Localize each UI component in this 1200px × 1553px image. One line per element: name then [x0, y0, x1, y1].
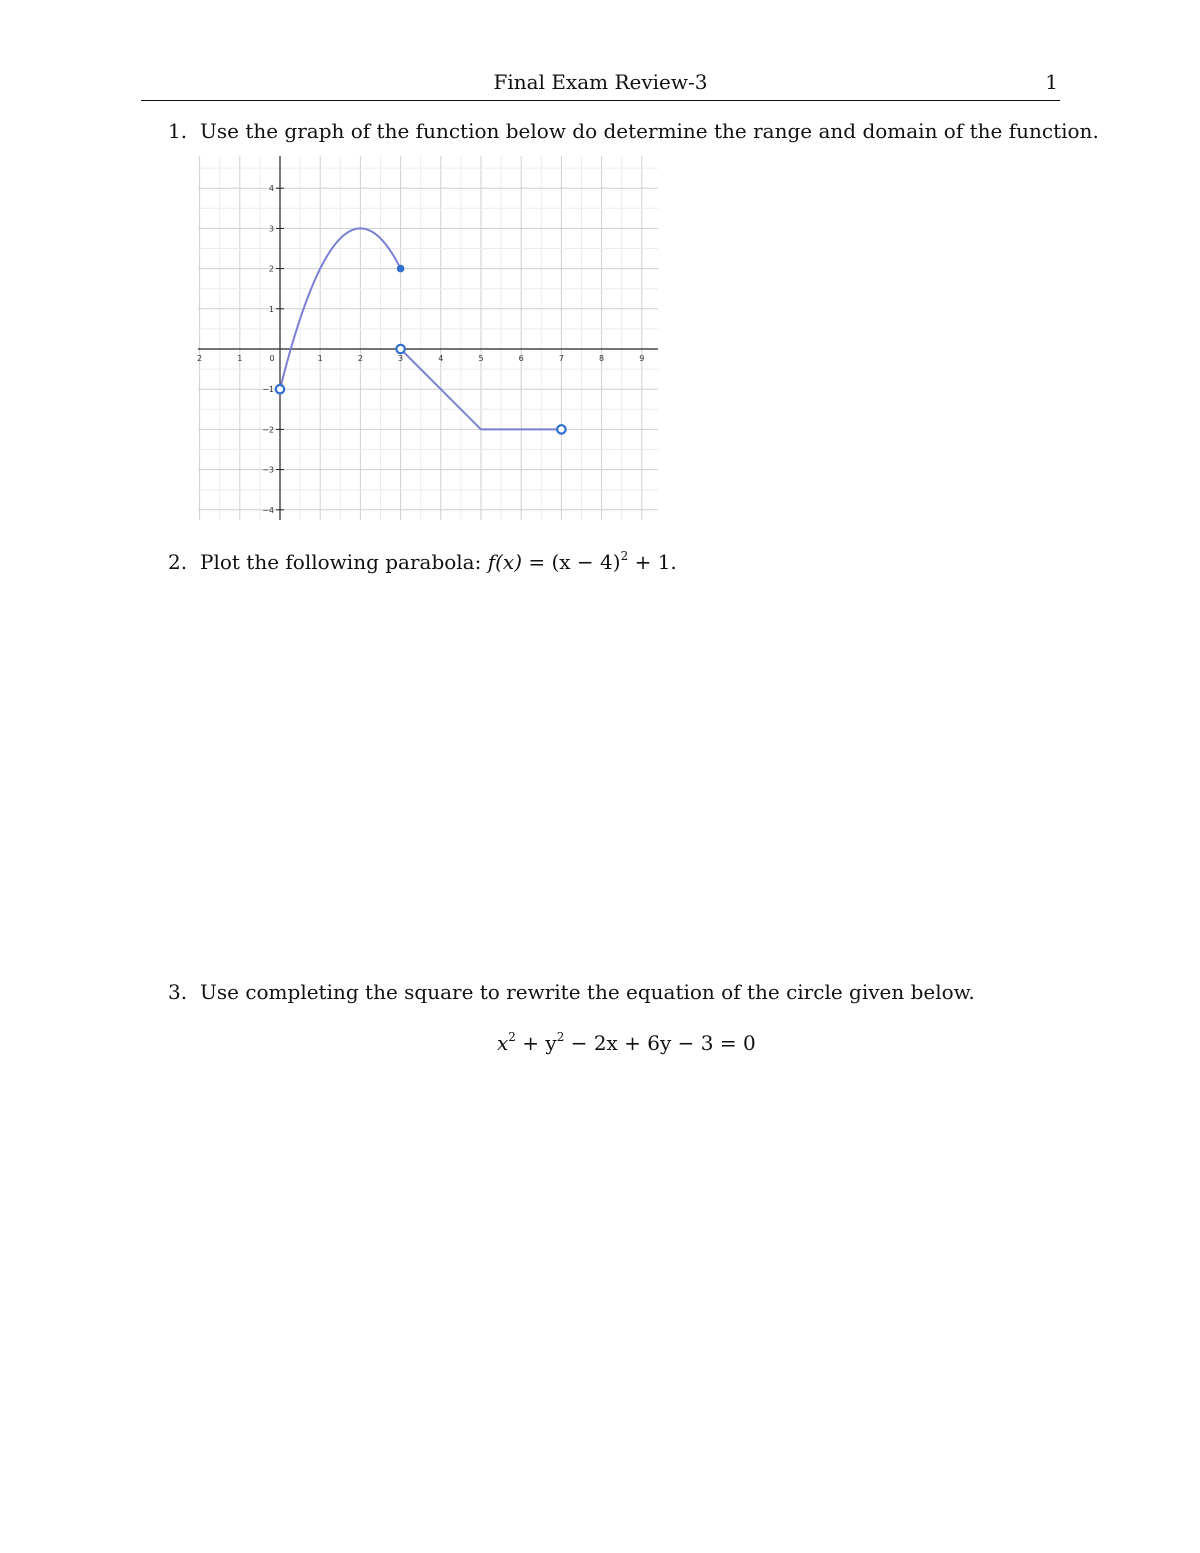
page-number: 1	[1045, 70, 1058, 94]
question-3	[168, 980, 975, 1004]
y-tick-label: 4	[268, 184, 274, 194]
x-tick-label: 9	[639, 354, 645, 363]
x-tick-label: 7	[558, 354, 564, 363]
x-tick-label: 4	[438, 354, 444, 363]
x-tick-label: 2	[357, 354, 363, 363]
x-tick-label: 1	[237, 354, 243, 363]
question-number: 3.	[168, 980, 188, 1004]
closed-point	[397, 265, 405, 273]
open-point	[396, 345, 404, 353]
x-tick-label: 3	[398, 354, 404, 363]
question-number: 1.	[168, 119, 188, 143]
x-tick-label: 5	[478, 354, 484, 363]
question-number: 2.	[168, 550, 188, 574]
open-point	[276, 385, 284, 393]
open-point	[557, 425, 565, 433]
y-tick-label: 1	[268, 304, 274, 314]
y-tick-label: −4	[262, 505, 274, 515]
x-tick-label: 0	[269, 354, 275, 363]
parabola-formula: $f(x) = (x - 4)^2 + 1$.	[487, 549, 677, 574]
x-tick-label: 6	[518, 354, 524, 363]
question-2	[168, 549, 677, 574]
y-tick-label: 3	[268, 224, 274, 234]
y-tick-label: −1	[262, 385, 274, 395]
question-text: Plot the following parabola:	[200, 550, 488, 574]
page-title: Final Exam Review-3	[493, 70, 708, 94]
question-text: Use the graph of the function below do determine the range and domain of the function.	[200, 119, 1099, 143]
x-tick-label: 2	[197, 354, 203, 363]
page-header	[141, 70, 1060, 101]
question-text: Use completing the square to rewrite the equation of the circle given below.	[200, 980, 975, 1004]
x-tick-label: 1	[317, 354, 323, 363]
y-tick-label: 2	[268, 264, 274, 274]
function-graph	[196, 154, 662, 522]
question-1	[168, 119, 1099, 143]
y-tick-label: −2	[262, 425, 274, 435]
circle-equation: $x^2 + y^2 - 2x + 6y - 3 = 0$	[497, 1030, 756, 1055]
x-tick-label: 8	[599, 354, 605, 363]
y-tick-label: −3	[262, 465, 274, 475]
